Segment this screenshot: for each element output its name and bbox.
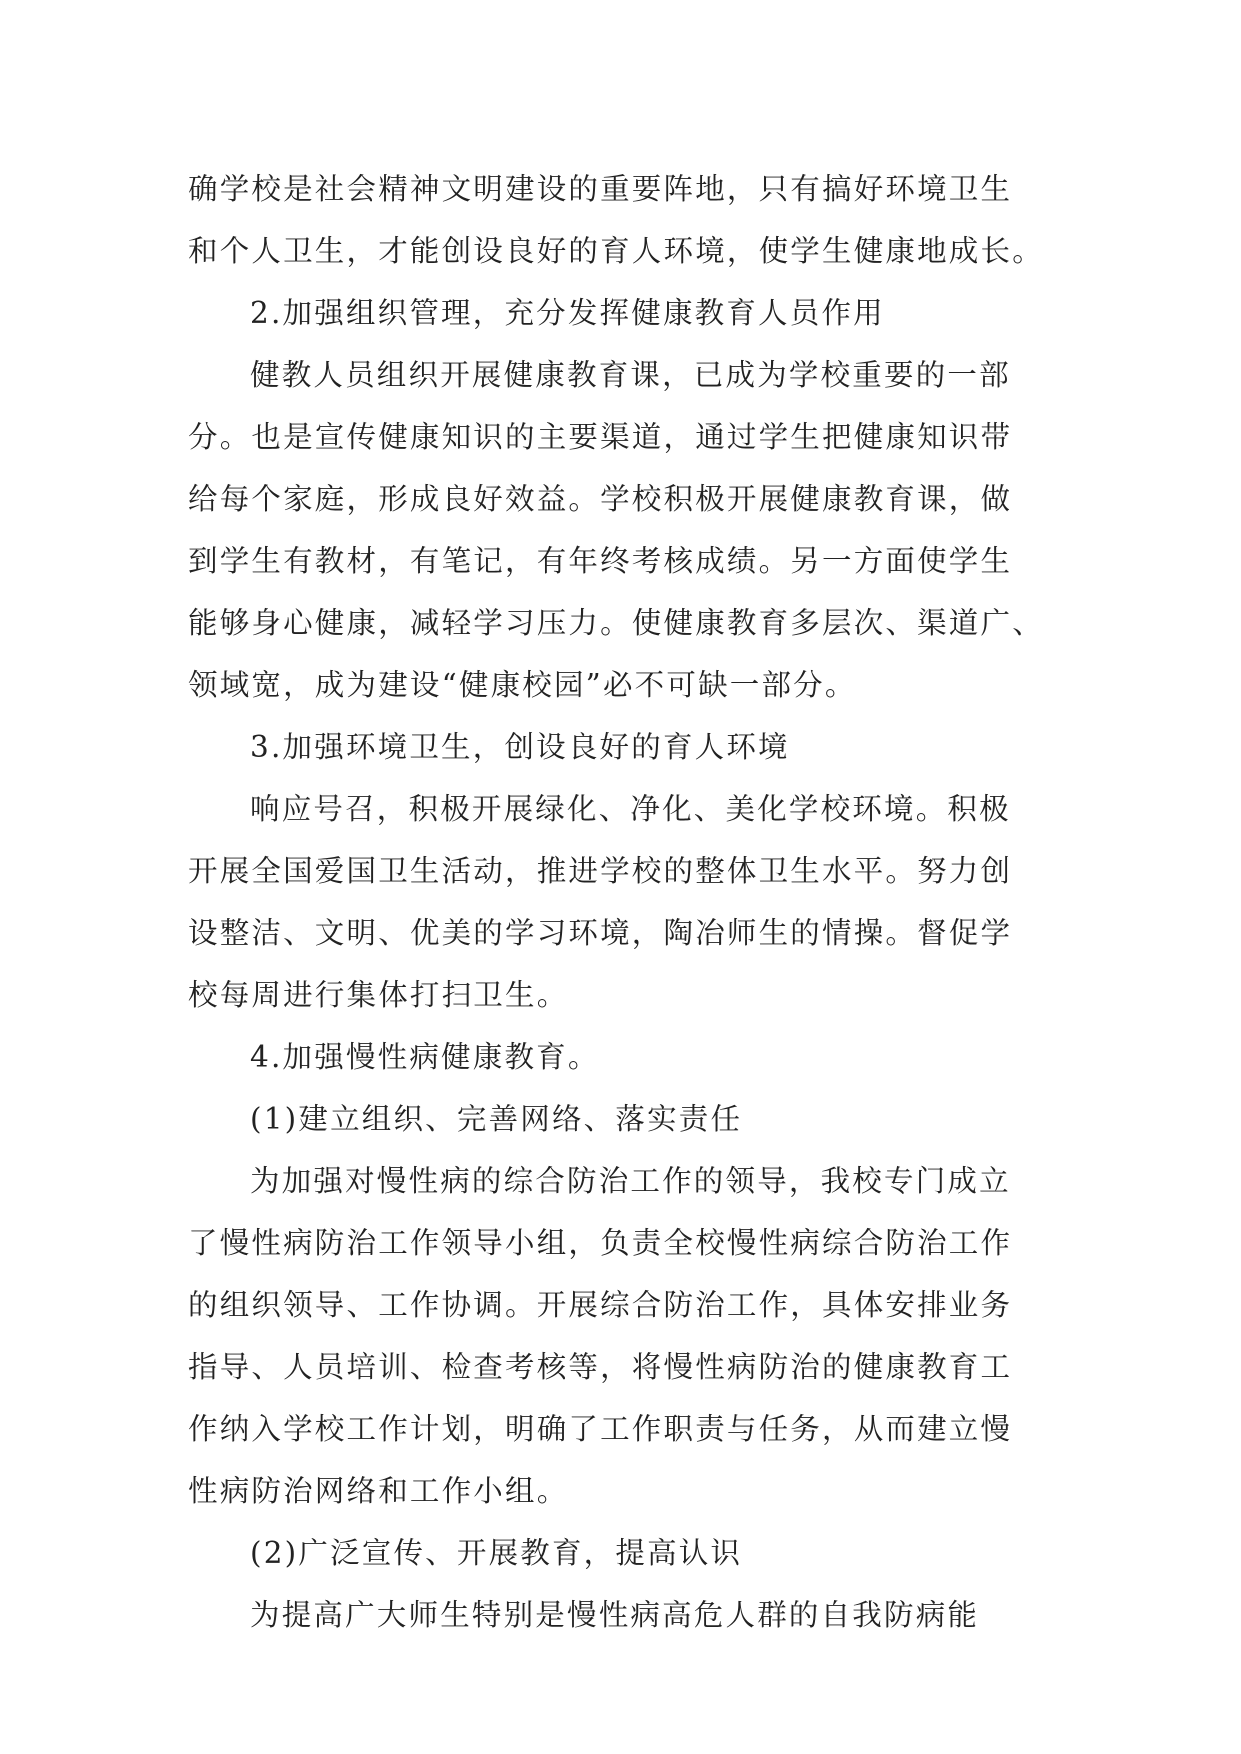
text-line: 校每周进行集体打扫卫生。 xyxy=(188,978,569,1012)
text-line: 作纳入学校工作计划，明确了工作职责与任务，从而建立慢 xyxy=(188,1412,1013,1446)
subsection-heading: (1)建立组织、完善网络、落实责任 xyxy=(250,1102,743,1136)
text-line: 确学校是社会精神文明建设的重要阵地，只有搞好环境卫生 xyxy=(188,172,1013,206)
text-line: 分。也是宣传健康知识的主要渠道，通过学生把健康知识带 xyxy=(188,420,1013,454)
text-line: 给每个家庭，形成良好效益。学校积极开展健康教育课，做 xyxy=(188,482,1013,516)
text-line: 设整洁、文明、优美的学习环境，陶冶师生的情操。督促学 xyxy=(188,916,1013,950)
subsection-heading: (2)广泛宣传、开展教育，提高认识 xyxy=(250,1536,743,1570)
text-line: 领域宽，成为建设“健康校园”必不可缺一部分。 xyxy=(188,668,857,702)
section-heading: 3.加强环境卫生，创设良好的育人环境 xyxy=(250,730,790,764)
text-line: 性病防治网络和工作小组。 xyxy=(188,1474,569,1508)
text-line: 指导、人员培训、检查考核等，将慢性病防治的健康教育工 xyxy=(188,1350,1013,1384)
text-line: 能够身心健康，减轻学习压力。使健康教育多层次、渠道广、 xyxy=(188,606,1044,640)
text-line: 的组织领导、工作协调。开展综合防治工作，具体安排业务 xyxy=(188,1288,1013,1322)
text-line: 为提高广大师生特别是慢性病高危人群的自我防病能 xyxy=(250,1598,980,1632)
text-line: 健教人员组织开展健康教育课，已成为学校重要的一部 xyxy=(250,358,1011,392)
text-line: 和个人卫生，才能创设良好的育人环境，使学生健康地成长。 xyxy=(188,234,1044,268)
text-line: 为加强对慢性病的综合防治工作的领导，我校专门成立 xyxy=(250,1164,1011,1198)
text-line: 了慢性病防治工作领导小组，负责全校慢性病综合防治工作 xyxy=(188,1226,1013,1260)
section-heading: 2.加强组织管理，充分发挥健康教育人员作用 xyxy=(250,296,885,330)
text-line: 响应号召，积极开展绿化、净化、美化学校环境。积极 xyxy=(250,792,1011,826)
document-body xyxy=(188,158,1056,1646)
section-heading: 4.加强慢性病健康教育。 xyxy=(250,1040,600,1074)
text-line: 到学生有教材，有笔记，有年终考核成绩。另一方面使学生 xyxy=(188,544,1013,578)
text-line: 开展全国爱国卫生活动，推进学校的整体卫生水平。努力创 xyxy=(188,854,1013,888)
